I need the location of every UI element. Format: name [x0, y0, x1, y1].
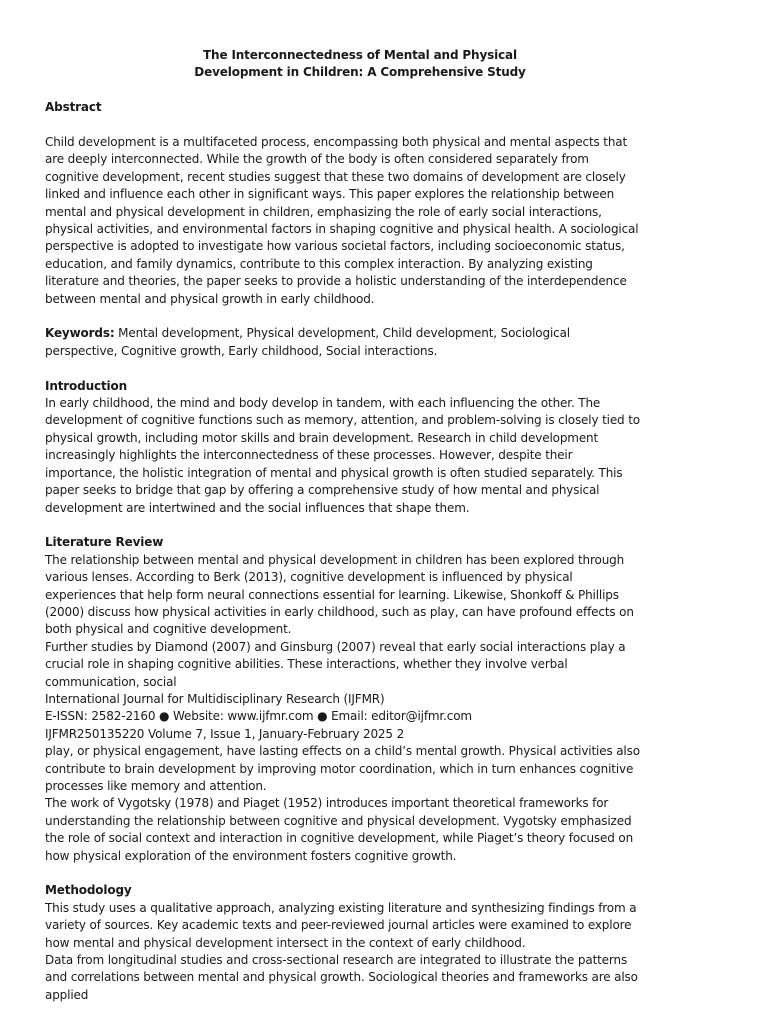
paper-page	[45, 47, 645, 1004]
methodology-paragraph-1: This study uses a qualitative approach, analyzing existing literature and synthesizing findings from a variety of sources. Key academic texts and peer-reviewed journal articles were examined to explore how mental and physical development intersect in the context of early childhood.	[45, 900, 637, 950]
literature-review-paragraph-3: play, or physical engagement, have lasting effects on a child’s mental growth. Physical activities also contribute to brain development by improving motor coordination, which in turn enhances cognitive processes like memory and attention.	[45, 744, 640, 793]
keywords-text: Mental development, Physical development, Child development, Sociological perspective, Cognitive growth, Early childhood, Social interactions.	[45, 326, 570, 358]
journal-issue-line: IJFMR250135220 Volume 7, Issue 1, January-February 2025 2	[45, 726, 405, 741]
keywords-paragraph	[45, 325, 645, 360]
introduction-text: In early childhood, the mind and body develop in tandem, with each influencing the other. The development of cognitive functions such as memory, attention, and problem-solving is closely tied to physical growth, including motor skills and brain development. Research in child development increasingly highlights the interconnectedness of these processes. However, despite their importance, the holistic integration of mental and physical growth is often studied separately. This paper seeks to bridge that gap by offering a comprehensive study of how mental and physical development are intertwined and the social influences that shape them.	[45, 396, 640, 515]
keywords-label: Keywords:	[45, 326, 115, 341]
literature-review-paragraph-4: The work of Vygotsky (1978) and Piaget (1952) introduces important theoretical frameworks for understanding the relationship between cognitive and physical development. Vygotsky emphasized the role of social context and interaction in cognitive development, while Piaget’s theory focused on how physical exploration of the environment fosters cognitive growth.	[45, 796, 634, 863]
title-line-2: Development in Children: A Comprehensive Study	[194, 65, 526, 80]
journal-header-line: International Journal for Multidisciplinary Research (IJFMR)	[45, 691, 385, 706]
methodology-paragraph-2: Data from longitudinal studies and cross-sectional research are integrated to illustrate the patterns and correlations between mental and physical growth. Sociological theories and frameworks are also applied	[45, 953, 638, 1002]
title-line-1: The Interconnectedness of Mental and Physical	[203, 48, 517, 62]
literature-review-paragraph-1: The relationship between mental and physical development in children has been explored through various lenses. According to Berk (2013), cognitive development is influenced by physical experiences that help form neural connections essential for learning. Likewise, Shonkoff & Phillips (2000) discuss how physical activities in early childhood, such as play, can have profound effects on both physical and cognitive development.	[45, 552, 634, 637]
paper-title	[75, 47, 645, 82]
literature-review-heading: Literature Review	[45, 535, 164, 550]
methodology-heading: Methodology	[45, 883, 132, 898]
abstract-text: Child development is a multifaceted process, encompassing both physical and mental aspects that are deeply interconnected. While the growth of the body is often considered separately from cognitive development, recent studies suggest that these two domains of development are closely linked and influence each other in significant ways. This paper explores the relationship between mental and physical development in children, emphasizing the role of early social interactions, physical activities, and environmental factors in shaping cognitive and physical health. A sociological perspective is adopted to investigate how various societal factors, including socioeconomic status, education, and family dynamics, contribute to this complex interaction. By analyzing existing literature and theories, the paper seeks to provide a holistic understanding of the interdependence between mental and physical growth in early childhood.	[45, 135, 639, 306]
literature-review-paragraph-2: Further studies by Diamond (2007) and Ginsburg (2007) reveal that early social interactions play a crucial role in shaping cognitive abilities. These interactions, whether they involve verbal communication, social	[45, 639, 626, 689]
abstract-heading: Abstract	[45, 100, 102, 115]
introduction-heading: Introduction	[45, 378, 127, 393]
journal-contact-line: E-ISSN: 2582-2160 ● Website: www.ijfmr.com ● Email: editor@ijfmr.com	[45, 709, 472, 724]
